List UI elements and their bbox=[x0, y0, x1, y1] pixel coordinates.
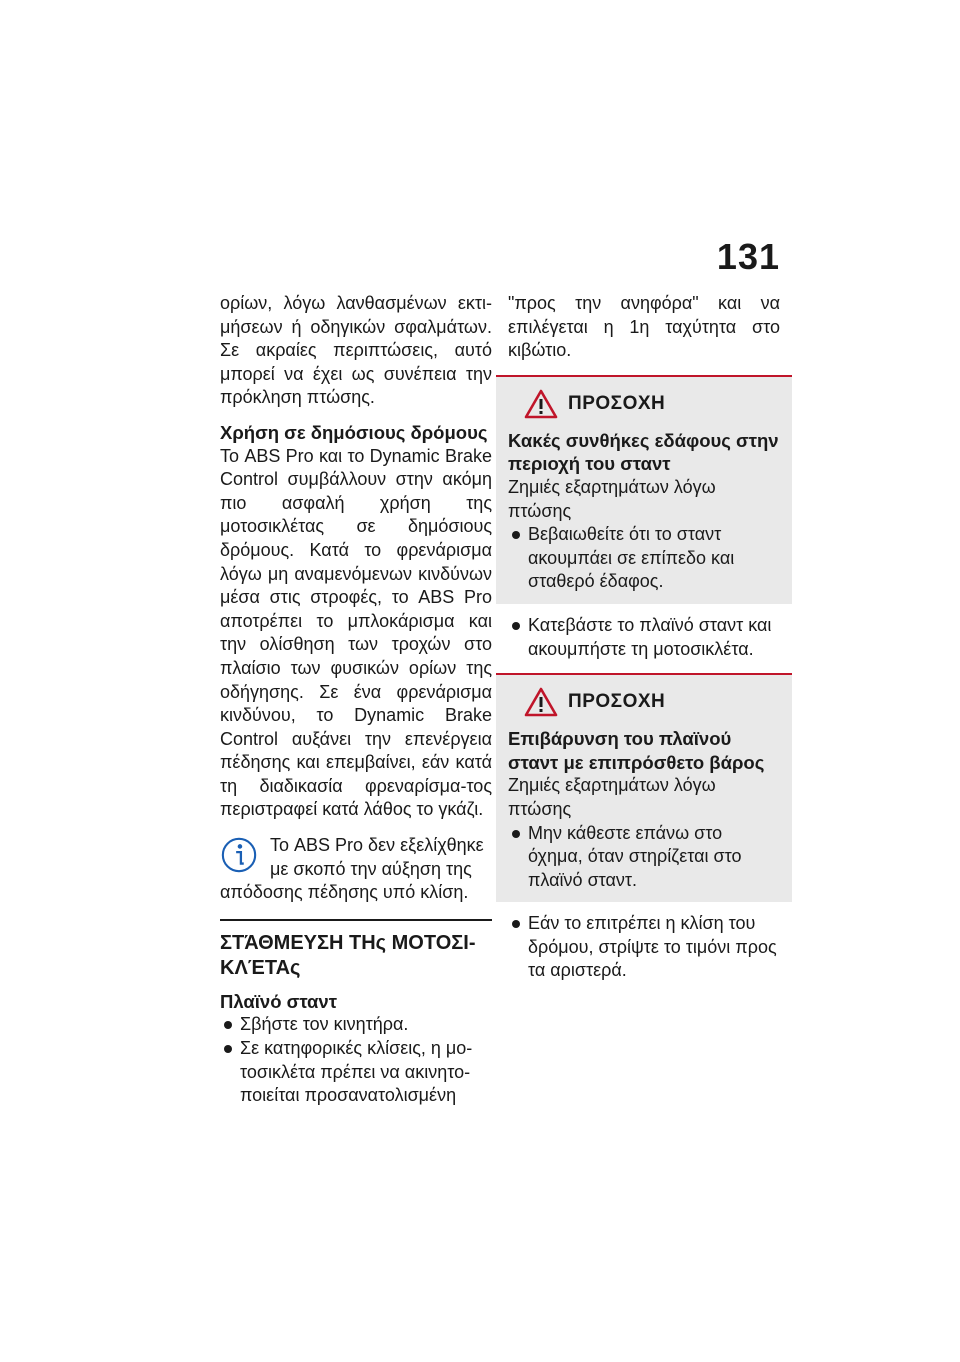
list-item: Βεβαιωθείτε ότι το σταντ ακουμπάει σε επίπεδο και σταθερό έδαφος. bbox=[508, 523, 780, 594]
side-stand-steps-final bbox=[508, 912, 780, 983]
subheading-public-roads: Χρήση σε δημόσιους δρόμους bbox=[220, 421, 488, 443]
intro-paragraph-right: "προς την ανηφόρα" και να επιλέγεται η 1η ταχύτητα στο κιβώτιο. bbox=[508, 293, 780, 361]
side-stand-steps-continued bbox=[508, 614, 780, 661]
warning-label: ΠΡΟΣΟΧΗ bbox=[568, 392, 666, 414]
left-column bbox=[220, 292, 492, 1118]
section-divider bbox=[220, 919, 492, 921]
list-item: Μην κάθεστε επάνω στο όχημα, όταν στηρίζεται στο πλαϊνό σταντ. bbox=[508, 822, 780, 893]
warning-box-ground bbox=[496, 375, 792, 604]
list-item: Εάν το επιτρέπει η κλίση του δρόμου, στρίψτε το τιμόνι προς τα αριστερά. bbox=[508, 912, 780, 983]
right-column bbox=[508, 292, 780, 993]
warning-header bbox=[524, 687, 780, 717]
warning-actions bbox=[508, 523, 780, 594]
warning-triangle-icon bbox=[524, 389, 558, 419]
side-stand-steps bbox=[220, 1013, 492, 1107]
warning-title: Επιβάρυνση του πλαϊνού σταντ με επιπρόσθετο βάρος bbox=[508, 728, 765, 773]
intro-paragraph: ορίων, λόγω λανθασμένων εκτι-μήσεων ή οδηγικών σφαλμάτων. Σε ακραίες περιπτώσεις, αυτό μπορεί να έχει ως συνέπεια την πρόκληση πτώσης. bbox=[220, 293, 492, 408]
paragraph-public-roads: Το ABS Pro και το Dynamic Brake Control συμβάλλουν στην ακόμη πιο ασφαλή χρήση της μοτοσικλέτας σε δημόσιους δρόμους. Κατά το φρενάρισμα λόγω μη αναμενόμενων κινδύνων μέσα στις στροφές, το ABS Pro αποτρέπει το μπλοκάρισμα και την ολίσθηση των τροχών στο πλαίσιο των φυσικών ορίων της οδήγησης. Σε ένα φρενάρισμα κινδύνου, το Dynamic Brake Control αυξάνει την επενέργεια πέδησης και επεμβαίνει, εάν κατά τη διαδικασία φρεναρίσμα-τος περιστραφεί κατά λάθος το γκάζι. bbox=[220, 445, 492, 820]
note-line-1: Το ABS Pro δεν εξελίχθηκε bbox=[270, 835, 484, 856]
warning-consequence: Ζημιές εξαρτημάτων λόγω πτώσης bbox=[508, 775, 716, 819]
list-item: Κατεβάστε το πλαϊνό σταντ και ακουμπήστε τη μοτοσικλέτα. bbox=[508, 614, 780, 661]
subheading-side-stand: Πλαϊνό σταντ bbox=[220, 990, 337, 1012]
list-item: Σβήστε τον κινητήρα. bbox=[220, 1013, 492, 1037]
warning-consequence: Ζημιές εξαρτημάτων λόγω πτώσης bbox=[508, 476, 716, 521]
page-number: 131 bbox=[716, 236, 780, 277]
info-icon bbox=[220, 836, 258, 874]
list-item: Σε κατηφορικές κλίσεις, η μο-τοσικλέτα πρέπει να ακινητο-ποιείται προσανατολισμένη bbox=[220, 1037, 492, 1108]
warning-triangle-icon bbox=[524, 687, 558, 717]
warning-box-weight bbox=[496, 673, 792, 902]
section-title-parking: ΣΤΆΘΜΕΥΣΗ ΤΗς ΜΟΤΟΣΙ-ΚΛΈΤΑς bbox=[220, 931, 476, 979]
warning-header bbox=[524, 389, 780, 419]
note-line-2: με σκοπό την αύξηση της bbox=[270, 858, 472, 879]
warning-actions bbox=[508, 822, 780, 893]
note-line-3: απόδοσης πέδησης υπό κλίση. bbox=[220, 882, 469, 903]
warning-title: Κακές συνθήκες εδάφους στην περιοχή του σταντ bbox=[508, 429, 779, 475]
warning-label: ΠΡΟΣΟΧΗ bbox=[568, 691, 666, 713]
info-note bbox=[220, 834, 492, 905]
